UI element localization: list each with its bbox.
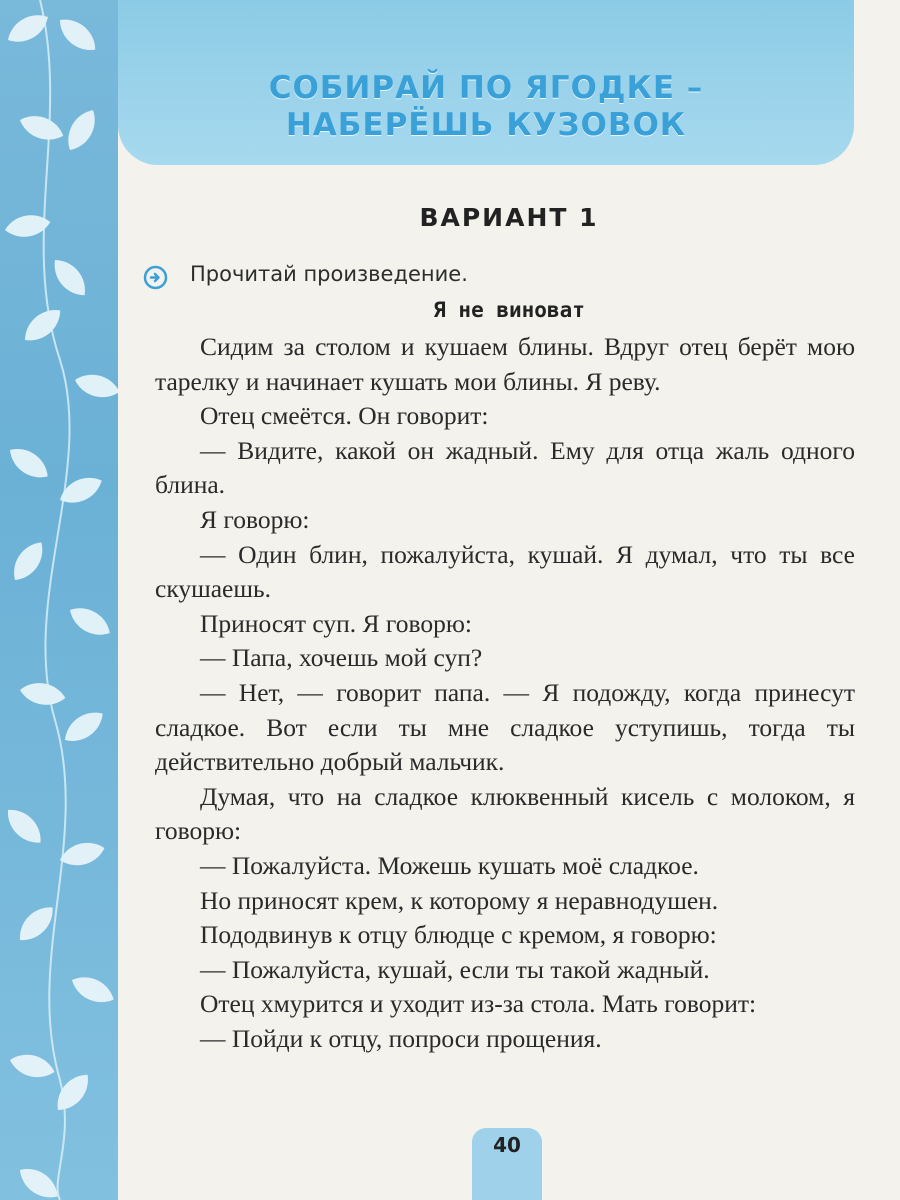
- paragraph: — Видите, какой он жадный. Ему для отца жаль одного блина.: [155, 435, 855, 500]
- paragraph: Приносят суп. Я говорю:: [200, 608, 472, 638]
- paragraph: — Один блин, пожалуйста, кушай. Я думал, что ты все скушаешь.: [155, 539, 855, 604]
- paragraph: Думая, что на сладкое клюквенный кисель с молоком, я говорю:: [155, 781, 855, 846]
- paragraph: — Пожалуйста, кушай, если ты такой жадный.: [200, 954, 710, 984]
- paragraph: — Папа, хочешь мой суп?: [200, 643, 483, 673]
- paragraph: Пододвинув к отцу блюдце с кремом, я говорю:: [200, 920, 717, 950]
- paragraph: Но приносят крем, к которому я неравнодушен.: [200, 885, 719, 915]
- section-banner: [118, 0, 854, 165]
- arrow-circle-icon: [143, 265, 168, 290]
- variant-heading: ВАРИАНТ 1: [419, 203, 599, 232]
- paragraph: Отец смеётся. Он говорит:: [200, 401, 489, 431]
- banner-title-line1: СОБИРАЙ ПО ЯГОДКЕ –: [268, 70, 704, 106]
- story-title: Я не виноват: [433, 298, 585, 322]
- paragraph: Отец хмурится и уходит из-за стола. Мать говорит:: [200, 989, 757, 1019]
- page-number: 40: [493, 1133, 521, 1157]
- paragraph: — Пожалуйста. Можешь кушать моё сладкое.: [200, 850, 699, 880]
- banner-title-line2: НАБЕРЁШЬ КУЗОВОК: [285, 107, 687, 143]
- paragraph: Я говорю:: [200, 504, 310, 534]
- paragraph: — Пойди к отцу, попроси прощения.: [200, 1023, 602, 1053]
- paragraph: — Нет, — говорит папа. — Я подожду, когда принесут сладкое. Вот если ты мне сладкое уступишь, тогда ты действительно добрый мальчик.: [155, 677, 855, 777]
- paragraph: Сидим за столом и кушаем блины. Вдруг отец берёт мою тарелку и начинает кушать мои блины. Я реву.: [155, 332, 855, 396]
- story-text: [155, 330, 855, 1056]
- leaf-pattern-icon: [0, 0, 118, 1200]
- instruction-text: Прочитай произведение.: [190, 262, 468, 286]
- decorative-leaf-border: [0, 0, 118, 1200]
